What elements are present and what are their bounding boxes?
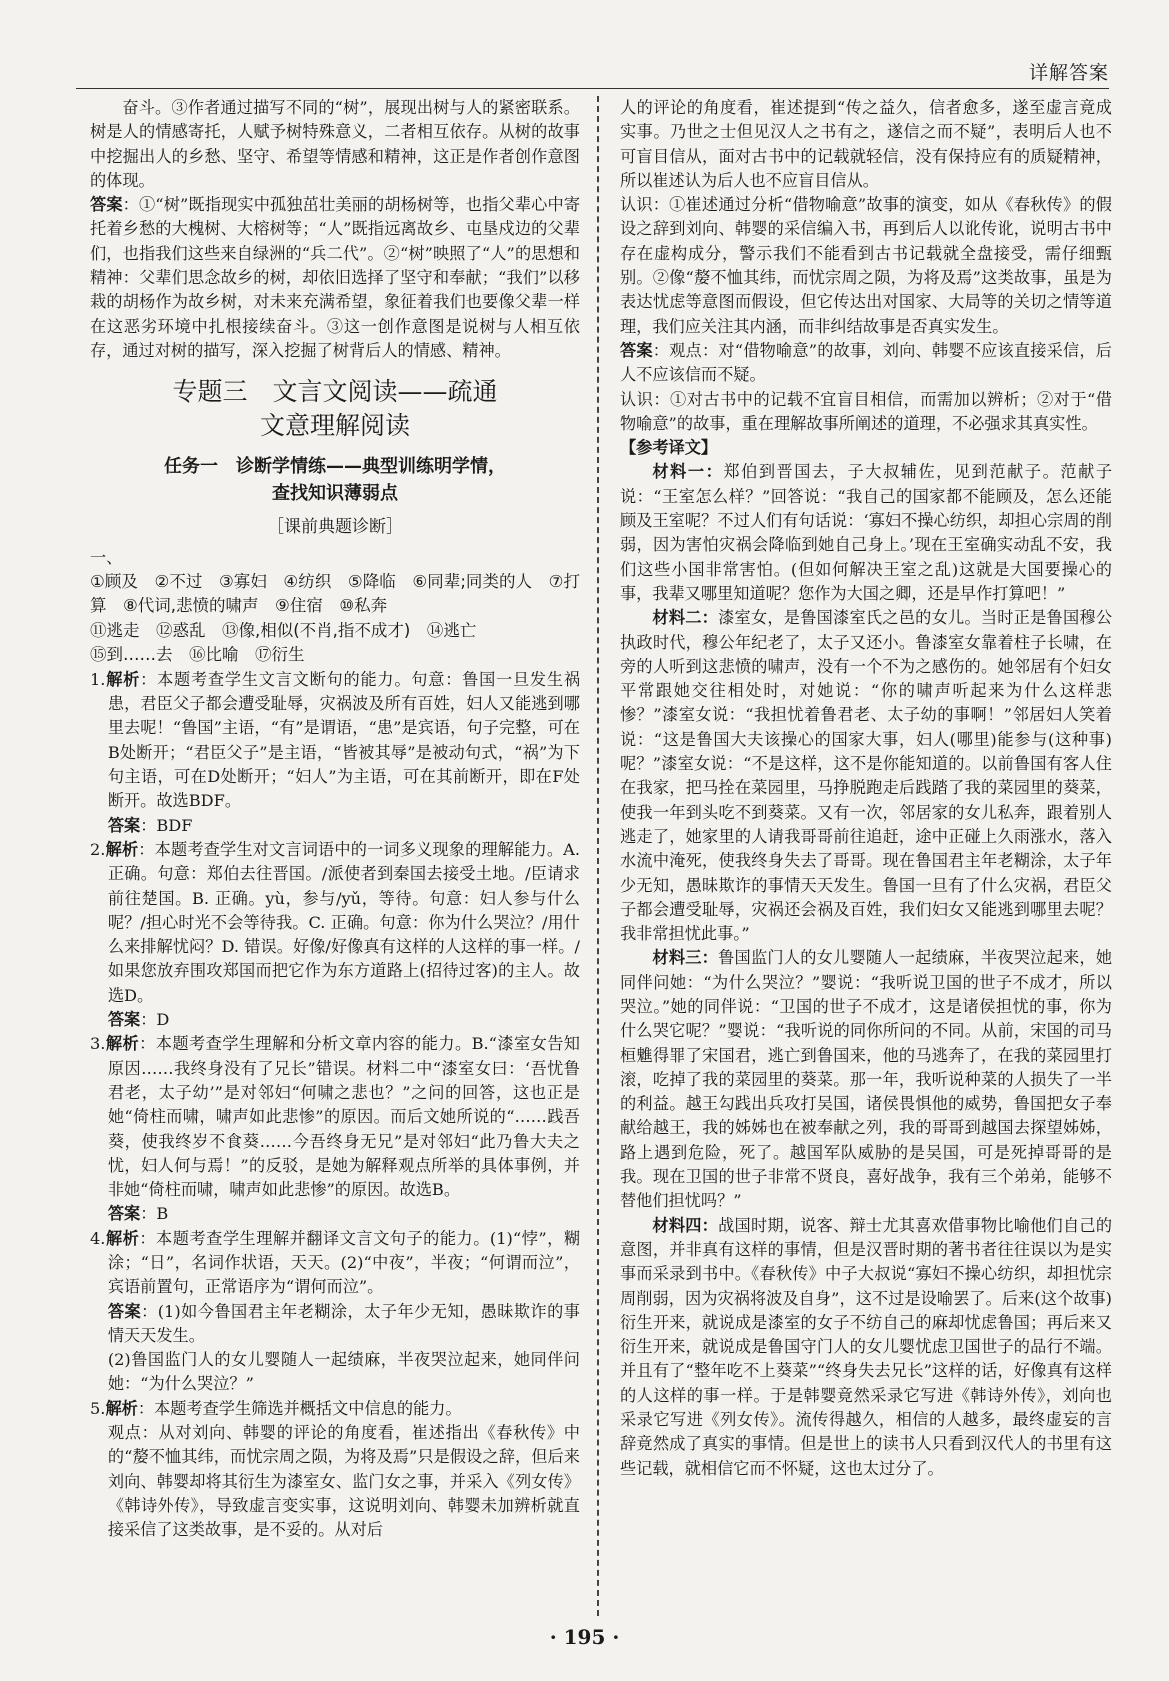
header-rule: [76, 88, 1109, 89]
column-divider: [597, 96, 599, 1616]
topic-title: [90, 375, 580, 443]
q1-answer: [90, 814, 580, 838]
topic-title-line1: 专题三 文言文阅读——疏通: [172, 377, 498, 407]
intro-paragraph: 奋斗。③作者通过描写不同的“树”，展现出树与人的紧密联系。树是人的情感寄托，人赋予树特殊意义，二者相互依存。从树的故事中挖掘出人的乡愁、坚守、希望等情感和精神，这正是作者创作意图的体现。: [90, 98, 580, 190]
q5-answer-cognition: 认识：①对古书中的记载不宜盲目相信，而需加以辨析；②对于“借物喻意”的故事，重在理解故事所阐述的道理，不必强求其真实性。: [620, 389, 1112, 433]
intro-answer: [90, 193, 580, 363]
intro-answer-text: ：①“树”既指现实中孤独茁壮美丽的胡杨树等，也指父辈心中寄托着乡愁的大槐树、大榕树等；“人”既指远离故乡、屯垦戍边的父辈们，也指我们这些来自绿洲的“兵二代”。②“树”映照了“人”的思想和精神：父辈们思念故乡的树，却依旧选择了坚守和奉献；“我们”以移栽的胡杨作为故乡树，对未来充满希望，象征着我们也要像父辈一样在这恶劣环境中扎根接续奋斗。③这一创作意图是说树与人相互依存，通过对树的描写，深入挖掘了树背后人的情感、精神。: [90, 195, 581, 360]
analysis-label: 解析: [105, 1228, 140, 1248]
analysis-label: 解析: [105, 669, 141, 689]
analysis-label: 解析: [105, 1034, 140, 1054]
question-number: 2.: [90, 839, 106, 859]
left-column: [90, 96, 580, 1543]
material-label: 材料三：: [652, 948, 719, 968]
section-number: 一、: [90, 547, 123, 567]
material-4: [620, 1214, 1112, 1481]
answer-label: 答案: [90, 195, 123, 215]
vocab-line-3: ⑮到……去 ⑯比喻 ⑰衍生: [90, 645, 305, 665]
q3-answer: [90, 1202, 580, 1226]
q2-answer: [90, 1008, 580, 1032]
question-number: 1.: [90, 669, 106, 689]
right-column: [620, 96, 1112, 1481]
material-label: 材料一：: [652, 462, 724, 482]
question-number: 4.: [90, 1228, 106, 1248]
q5-answer-text: ：观点：对“借物喻意”的故事，刘向、韩婴不应该直接采信，后人不应该信而不疑。: [620, 340, 1112, 385]
material-label: 材料二：: [652, 608, 719, 628]
material-3-text: 鲁国监门人的女儿婴随人一起绩麻，半夜哭泣起来，她同伴问她：“为什么哭泣？”婴说：“我听说卫国的世子不成才，所以哭泣。”她的同伴说：“卫国的世子不成才，这是诸侯担忧的事，你为什么哭它呢？”婴说：“我听说的同你所问的不同。从前，宋国的司马桓魋得罪了宋国君，逃亡到鲁国来，他的马逃奔了，在我的菜园里打滚，吃掉了我的菜园里的葵菜。那一年，我听说种菜的人损失了一半的利益。越王勾践出兵攻打吴国，诸侯畏惧他的威势，鲁国把女子奉献给越王，我的姊姊也在被奉献之列，我的哥哥到越国去探望姊姊，路上遇到危险，死了。越国军队威胁的是吴国，可是死掉哥哥的是我。现在卫国的世子非常不贤良，喜好战争，我有三个弟弟，能够不替他们担忧吗？”: [620, 948, 1113, 1211]
question-number: 3.: [90, 1034, 106, 1054]
question-5: [90, 1397, 580, 1421]
material-2-text: 漆室女，是鲁国漆室氏之邑的女儿。当时正是鲁国穆公执政时代，穆公年纪老了，太子又还小。鲁漆室女靠着柱子长啸，在旁的人听到这悲愤的啸声，没有一个不为之感伤的。她邻居有个妇女平常跟她交往相处时，对她说：“你的啸声听起来为什么这样悲惨？”漆室女说：“我担忧着鲁君老、太子幼的事啊！”邻居妇人笑着说：“这是鲁国大夫该操心的国家大事，妇人(哪里)能参与(这种事)呢？”漆室女说：“不是这样，这不是你能知道的。以前鲁国有客人住在我家，把马拴在菜园里，马挣脱跑走后践踏了我的菜园里的葵菜，使我一年到头吃不到葵菜。又有一次，邻居家的女儿私奔，跟着别人逃走了，她家里的人请我哥哥前往追赶，途中正碰上久雨涨水，落入水流中淹死，使我终身失去了哥哥。现在鲁国君主年老糊涂，太子年少无知，愚昧欺诈的事情天天发生。鲁国一旦有了什么灾祸，君臣父子都会遭受耻辱，灾祸还会祸及百姓，我们妇女又能逃到哪里去呢？我非常担忧此事。”: [620, 608, 1113, 944]
section-heading: ［课前典题诊断］: [267, 517, 403, 538]
answer-label: 答案: [620, 340, 653, 360]
q4-analysis: ：本题考查学生理解并翻译文言文句子的能力。(1)“悖”，糊涂；“日”，名词作状语，天天。(2)“中夜”，半夜；“何谓而泣”，宾语前置句，正常语序为“谓何而泣”。: [107, 1228, 581, 1297]
question-number: 5.: [90, 1398, 106, 1418]
q2-analysis: ：本题考查学生对文言词语中的一词多义现象的理解能力。A. 正确。句意：郑伯去往晋国。/派使者到秦国去接受土地。/臣请求前往楚国。B. 正确。yù，参与/yǔ，等待。句意：妇人参与什么呢？/担心时光不会等待我。C. 正确。句意：你为什么哭泣？/用什么来排解忧闷？D. 错误。好像/好像真有这样的人这样的事一样。/如果您放弃围攻郑国而把它作为东方道路上(招待过客)的主人。故选D。: [107, 839, 580, 1005]
header-title: 详解答案: [1028, 62, 1109, 84]
q3-analysis: ：本题考查学生理解和分析文章内容的能力。B.“漆室女告知原因……我终身没有了兄长”错误。材料二中“漆室女曰：‘吾忧鲁君老，太子幼’”是对邻妇“何啸之悲也？”之问的回答，这也正是她“倚柱而啸，啸声如此悲惨”的原因。而后文她所说的“……践吾葵，使我终岁不食葵……今吾终身无兄”是对邻妇“此乃鲁大夫之忧，妇人何与焉！”的反驳，是她为解释观点所举的具体事例，并非她“倚柱而啸，啸声如此悲惨”的原因。故选B。: [107, 1034, 580, 1200]
material-label: 材料四：: [652, 1215, 719, 1235]
answer-label: 答案: [107, 1301, 142, 1321]
material-3: [620, 946, 1112, 1213]
task-title: [90, 453, 580, 507]
q3-answer-text: ：B: [140, 1204, 169, 1224]
material-1-text: 郑伯到晋国去，子大叔辅佐，见到范献子。范献子说：“王室怎么样？”回答说：“我自己的国家都不能顾及，怎么还能顾及王室呢？不过人们有句话说：‘寡妇不操心纺织，却担心宗周的削弱，因为害怕灾祸会降临到她自己身上。’现在王室确实动乱不安，我们这些小国非常害怕。(但如何解决王室之乱)这就是大国要操心的事，我辈又哪里知道呢？您作为大国之卿，还是早作打算吧！”: [620, 462, 1113, 603]
page-number: · 195 ·: [549, 1625, 620, 1649]
task-title-line2: 查找知识薄弱点: [272, 483, 398, 505]
q5-view: 观点：从对刘向、韩婴的评论的角度看，崔述指出《春秋传》中的“嫠不恤其纬，而忧宗周之陨，为将及焉”只是假设之辞，但后来刘向、韩婴却将其衍生为漆室女、监门女之事，并采入《列女传》《韩诗外传》，导致虚言变实事，这说明刘向、韩婴未加辨析就直接采信了这类故事，是不妥的。从对后: [107, 1423, 580, 1540]
question-1: [90, 668, 580, 814]
q5-analysis: ：本题考查学生筛选并概括文中信息的能力。: [137, 1398, 462, 1418]
q5-answer: [620, 339, 1112, 388]
material-1: [620, 460, 1112, 606]
analysis-label: 解析: [105, 1398, 138, 1418]
vocab-line-1: ①顾及 ②不过 ③寡妇 ④纺织 ⑤降临 ⑥同辈;同类的人 ⑦打算 ⑧代词,悲愤的啸声 ⑨住宿 ⑩私奔: [90, 571, 580, 616]
q4-answer-text-1: ：(1)如今鲁国君主年老糊涂，太子年少无知，愚昧欺诈的事情天天发生。: [107, 1301, 580, 1345]
answer-label: 答案: [107, 815, 141, 835]
answer-label: 答案: [107, 1204, 141, 1224]
q4-answer: [90, 1300, 580, 1349]
topic-title-line2: 文意理解阅读: [259, 411, 410, 441]
q4-answer-text-2: (2)鲁国监门人的女儿婴随人一起绩麻，半夜哭泣起来，她同伴问她：“为什么哭泣？”: [107, 1350, 580, 1394]
question-4: [90, 1227, 580, 1300]
material-4-text: 战国时期，说客、辩士尤其喜欢借事物比喻他们自己的意图，并非真有这样的事情，但是汉晋时期的著书者往往误以为是实事而采录到书中。《春秋传》中子大叔说“寡妇不操心纺织，却担忧宗周削弱，因为灾祸将波及自身”，这不过是设喻罢了。后来(这个故事)衍生开来，就说成是漆室的女子不纺自己的麻却忧虑鲁国；再后来又衍生开来，就说成是鲁国守门人的女儿婴忧虑卫国世子的品行不端。并且有了“整年吃不上葵菜”“终身失去兄长”这样的话，好像真有这样的人这样的事一样。于是韩婴竟然采录它写进《韩诗外传》，刘向也采录它写进《列女传》。流传得越久，相信的人越多，最终虚妄的言辞竟然成了真实的事情。但是世上的读书人只看到汉代人的书里有这些记载，就相信它而不怀疑，这也太过分了。: [620, 1215, 1113, 1478]
material-2: [620, 606, 1112, 946]
analysis-label: 解析: [105, 839, 139, 859]
answer-label: 答案: [107, 1010, 141, 1030]
q1-answer-text: ：BDF: [140, 815, 193, 835]
q1-analysis: ：本题考查学生文言文断句的能力。句意：鲁国一旦发生祸患，君臣父子都会遭受耻辱，灾祸波及所有百姓，妇人又能逃到哪里去呢！“鲁国”主语，“有”是谓语，“患”是宾语，句子完整，可在B处断开；“君臣父子”是主语，“皆被其辱”是被动句式，“祸”为下句主语，可在D处断开；“妇人”为主语，可在其前断开，即在F处断开。故选BDF。: [107, 669, 581, 811]
reference-translation-heading: 【参考译文】: [620, 438, 718, 458]
continued-paragraph: 人的评论的角度看，崔述提到“传之益久，信者愈多，遂至虚言竟成实事。乃世之士但见汉人之书有之，遂信之而不疑”，表明后人也不可盲目信从，面对古书中的记载就轻信，没有保持应有的质疑精神，所以崔述认为后人也不应盲目信从。: [620, 98, 1112, 190]
task-title-line1: 任务一 诊断学情练——典型训练明学情，: [164, 456, 506, 478]
q2-answer-text: ：D: [140, 1010, 170, 1030]
vocab-line-2: ⑪逃走 ⑫惑乱 ⑬像,相似(不肖,指不成才) ⑭逃亡: [90, 620, 477, 640]
cognition-paragraph: 认识：①崔述通过分析“借物喻意”故事的演变，如从《春秋传》的假设之辞到刘向、韩婴的采信编入书，再到后人以讹传讹，说明古书中存在虚构成分，警示我们不能看到古书记载就全盘接受，需仔细甄别。②像“嫠不恤其纬，而忧宗周之陨，为将及焉”这类故事，虽是为表达忧虑等意图而假设，但它传达出对国家、大局等的关切之情等道理，我们应关注其内涵，而非纠结故事是否真实发生。: [620, 195, 1112, 336]
question-2: [90, 838, 580, 1008]
question-3: [90, 1032, 580, 1202]
